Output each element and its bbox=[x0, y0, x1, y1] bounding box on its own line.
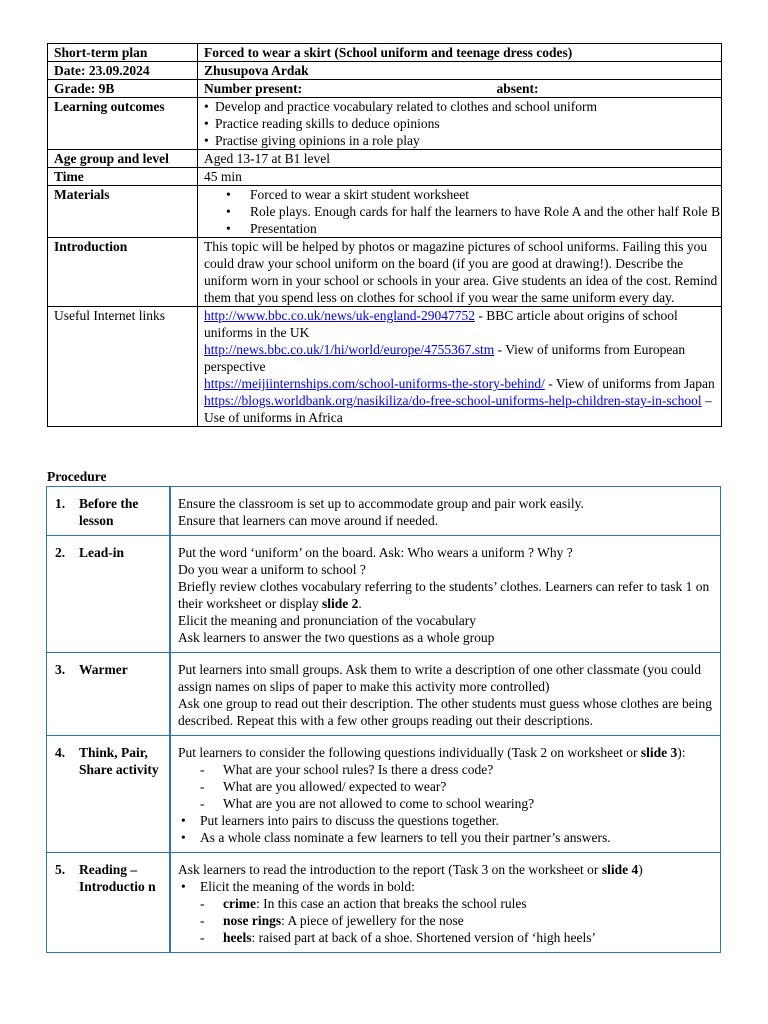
step-line: Do you wear a uniform to school ? bbox=[178, 562, 366, 577]
link-bbc-uk[interactable]: http://www.bbc.co.uk/news/uk-england-29047752 bbox=[204, 308, 475, 323]
material-item: • Role plays. Enough cards for half the learners to have Role A and the other half Role B bbox=[204, 203, 721, 220]
step-name: Before the lesson bbox=[79, 496, 139, 528]
time-label: Time bbox=[48, 168, 198, 186]
attendance-cell bbox=[198, 80, 722, 98]
materials-list bbox=[198, 186, 722, 238]
vocab-item: - heels: raised part at back of a shoe. Shortened version of ‘high heels’ bbox=[178, 929, 716, 946]
step-line: Ask learners to read the introduction to the report (Task 3 on the worksheet or slide 4) bbox=[178, 862, 643, 877]
plan-label: Short-term plan bbox=[48, 44, 198, 62]
step-number: 3. bbox=[55, 662, 66, 677]
procedure-step bbox=[47, 536, 721, 653]
bullet-item: • Put learners into pairs to discuss the questions together. bbox=[178, 812, 716, 829]
step-line: Ask learners to answer the two questions as a whole group bbox=[178, 630, 495, 645]
procedure-step bbox=[47, 487, 721, 536]
outcome-item: • Practice reading skills to deduce opinions bbox=[204, 115, 721, 132]
link-item bbox=[204, 392, 721, 426]
slide-ref: slide 4 bbox=[601, 862, 639, 877]
link-meiji[interactable]: https://meijiinternships.com/school-uniforms-the-story-behind/ bbox=[204, 376, 545, 391]
date-cell: Date: 23.09.2024 bbox=[48, 62, 198, 80]
vocab-item: - crime: In this case an action that breaks the school rules bbox=[178, 895, 716, 912]
step-name: Think, Pair, Share activity bbox=[79, 745, 159, 777]
material-item: • Presentation bbox=[204, 220, 721, 237]
step-line: Ensure that learners can move around if needed. bbox=[178, 513, 439, 528]
vocab-item: - nose rings: A piece of jewellery for the nose bbox=[178, 912, 716, 929]
slide-ref: slide 3 bbox=[640, 745, 678, 760]
learning-outcomes-list bbox=[198, 98, 722, 150]
link-description: - BBC article about origins of school uniforms in the UK bbox=[204, 308, 678, 340]
procedure-table bbox=[46, 486, 721, 953]
age-value: Aged 13-17 at B1 level bbox=[198, 150, 722, 168]
question-item: - What are you are not allowed to come to school wearing? bbox=[178, 795, 716, 812]
bullet-item: • Elicit the meaning of the words in bold: bbox=[178, 878, 716, 895]
learning-outcomes-label: Learning outcomes bbox=[48, 98, 198, 150]
step-line: Put the word ‘uniform’ on the board. Ask: Who wears a uniform ? Why ? bbox=[178, 545, 573, 560]
question-item: - What are your school rules? Is there a dress code? bbox=[178, 761, 716, 778]
slide-ref: slide 2 bbox=[321, 596, 359, 611]
links-list bbox=[198, 307, 722, 427]
step-number: 1. bbox=[55, 496, 66, 511]
step-line: Ensure the classroom is set up to accommodate group and pair work easily. bbox=[178, 496, 584, 511]
step-number: 4. bbox=[55, 745, 66, 760]
outcome-item: • Practise giving opinions in a role play bbox=[204, 132, 721, 149]
material-item: • Forced to wear a skirt student worksheet bbox=[204, 186, 721, 203]
step-name: Lead-in bbox=[79, 545, 125, 560]
bullet-item: • As a whole class nominate a few learners to tell you their partner’s answers. bbox=[178, 829, 716, 846]
procedure-step bbox=[47, 736, 721, 853]
link-item bbox=[204, 341, 721, 375]
plan-title: Forced to wear a skirt (School uniform and teenage dress codes) bbox=[198, 44, 722, 62]
introduction-label: Introduction bbox=[48, 238, 198, 307]
step-line: Put learners into small groups. Ask them to write a description of one other classmate (you could assign names on slips of paper to make this activity more controlled) bbox=[178, 662, 702, 694]
plan-header-table bbox=[47, 43, 722, 427]
time-value: 45 min bbox=[198, 168, 722, 186]
step-name: Warmer bbox=[79, 662, 128, 677]
introduction-text: This topic will be helped by photos or magazine pictures of school uniforms. Failing this you could draw your school uniform on the board (if you are good at drawing!). Describe the uniform worn in your school or schools in your area. Give students an idea of the cost. Remind them that you spend less on clothes for school if you wear the same uniform every day. bbox=[198, 238, 722, 307]
step-name: Reading – Introductio n bbox=[79, 862, 156, 894]
links-label: Useful Internet links bbox=[48, 307, 198, 427]
link-item bbox=[204, 375, 721, 392]
step-number: 2. bbox=[55, 545, 66, 560]
link-description: - View of uniforms from Japan bbox=[544, 376, 715, 391]
link-description: – Use of uniforms in Africa bbox=[204, 393, 712, 425]
grade-cell: Grade: 9B bbox=[48, 80, 198, 98]
age-label: Age group and level bbox=[48, 150, 198, 168]
number-present-label: Number present: bbox=[204, 81, 303, 96]
question-item: - What are you allowed/ expected to wear? bbox=[178, 778, 716, 795]
step-line: Ask one group to read out their description. The other students must guess whose clothes are being described. Repeat this with a few other groups reading out their descriptions. bbox=[178, 696, 713, 728]
step-line: Briefly review clothes vocabulary referring to the students’ clothes. Learners can refer to task 1 on their worksheet or display slide 2. bbox=[178, 579, 710, 611]
step-line: Elicit the meaning and pronunciation of the vocabulary bbox=[178, 613, 477, 628]
procedure-title: Procedure bbox=[47, 469, 107, 484]
teacher-name: Zhusupova Ardak bbox=[198, 62, 722, 80]
link-bbc-europe[interactable]: http://news.bbc.co.uk/1/hi/world/europe/4755367.stm bbox=[204, 342, 495, 357]
link-worldbank[interactable]: https://blogs.worldbank.org/nasikiliza/do-free-school-uniforms-help-children-stay-in-school bbox=[204, 393, 702, 408]
outcome-item: • Develop and practice vocabulary related to clothes and school uniform bbox=[204, 98, 721, 115]
procedure-step bbox=[47, 853, 721, 953]
materials-label: Materials bbox=[48, 186, 198, 238]
step-number: 5. bbox=[55, 862, 66, 877]
procedure-step bbox=[47, 653, 721, 736]
link-description: - View of uniforms from European perspective bbox=[204, 342, 686, 374]
absent-label: absent: bbox=[496, 81, 539, 96]
step-line: Put learners to consider the following questions individually (Task 2 on worksheet or slide 3): bbox=[178, 745, 686, 760]
link-item bbox=[204, 307, 721, 341]
